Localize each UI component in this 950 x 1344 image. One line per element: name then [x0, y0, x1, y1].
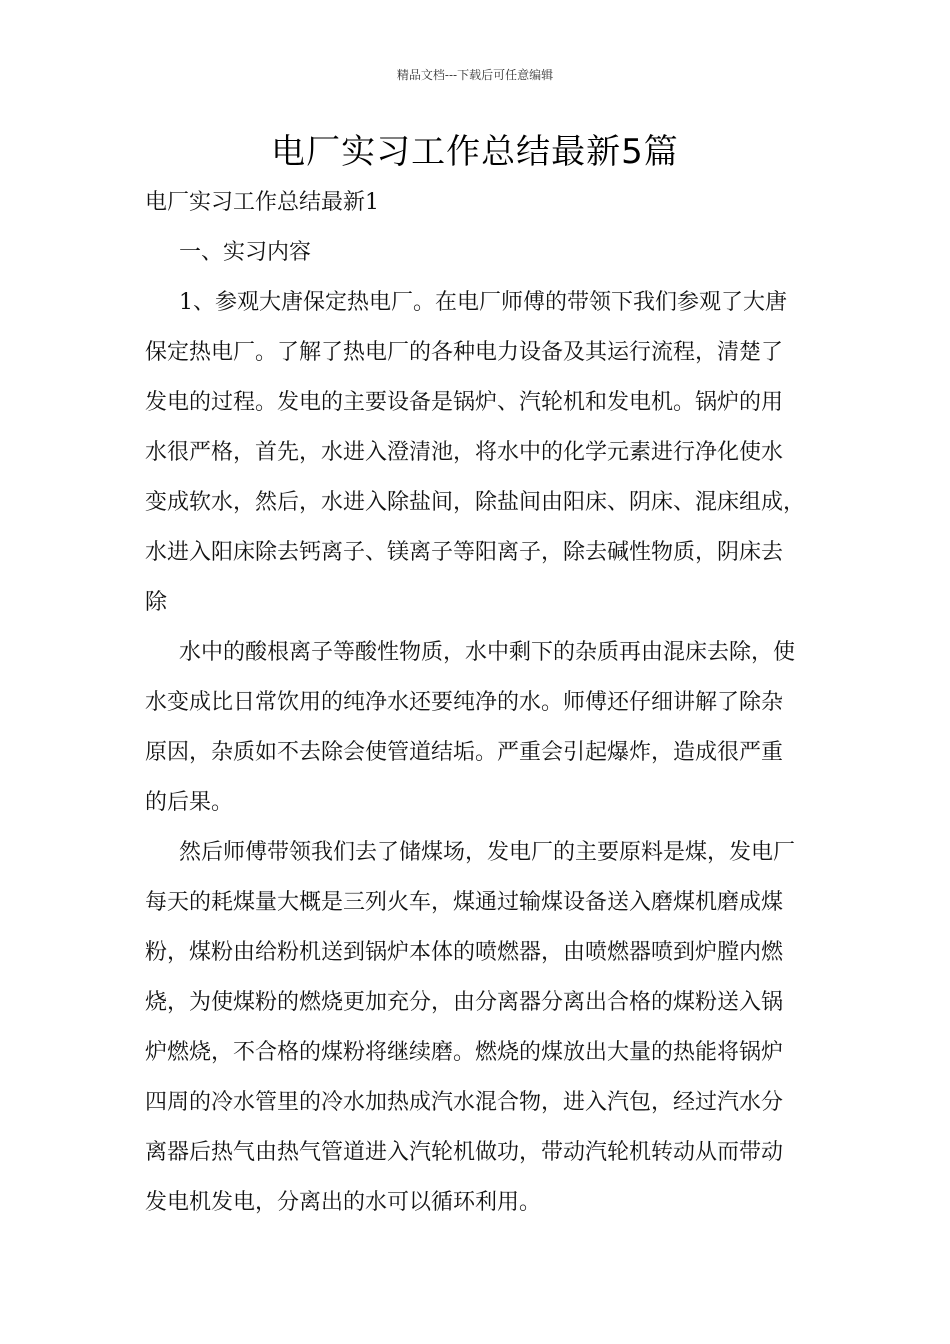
- paragraph-line: 然后师傅带领我们去了储煤场，发电厂的主要原料是煤，发电厂: [179, 840, 796, 865]
- header-note: 精品文档---下载后可任意编辑: [396, 68, 554, 82]
- paragraph: [145, 278, 825, 628]
- paragraph-line: 发电机发电，分离出的水可以循环利用。: [145, 1190, 542, 1215]
- document-body: [145, 178, 825, 1228]
- paragraph-line: 保定热电厂。了解了热电厂的各种电力设备及其运行流程，清楚了: [145, 340, 784, 365]
- subheading: 一、实习内容: [179, 240, 312, 265]
- paragraph-line: 水变成比日常饮用的纯净水还要纯净的水。师傅还仔细讲解了除杂: [145, 690, 784, 715]
- paragraph-line: 原因，杂质如不去除会使管道结垢。严重会引起爆炸，造成很严重: [145, 740, 784, 765]
- section-heading: 电厂实习工作总结最新1: [145, 190, 379, 215]
- document-title: 电厂实习工作总结最新5篇: [271, 132, 679, 172]
- paragraph: [145, 828, 825, 1228]
- paragraph-line: 粉，煤粉由给粉机送到锅炉本体的喷燃器，由喷燃器喷到炉膛内燃: [145, 940, 784, 965]
- paragraph-line: 除: [145, 590, 168, 615]
- paragraph-line: 1、参观大唐保定热电厂。在电厂师傅的带领下我们参观了大唐: [179, 290, 787, 315]
- paragraph-line: 发电的过程。发电的主要设备是锅炉、汽轮机和发电机。锅炉的用: [145, 390, 784, 415]
- paragraph-line: 烧，为使煤粉的燃烧更加充分，由分离器分离出合格的煤粉送入锅: [145, 990, 784, 1015]
- paragraph-line: 离器后热气由热气管道进入汽轮机做功，带动汽轮机转动从而带动: [145, 1140, 784, 1165]
- paragraph-line: 的后果。: [145, 790, 234, 815]
- paragraph-line: 水很严格，首先，水进入澄清池，将水中的化学元素进行净化使水: [145, 440, 784, 465]
- paragraph: [145, 628, 825, 828]
- paragraph-line: 水中的酸根离子等酸性物质，水中剩下的杂质再由混床去除，使: [179, 640, 796, 665]
- paragraph-line: 炉燃烧，不合格的煤粉将继续磨。燃烧的煤放出大量的热能将锅炉: [145, 1040, 784, 1065]
- paragraph-line: 每天的耗煤量大概是三列火车，煤通过输煤设备送入磨煤机磨成煤: [145, 890, 784, 915]
- paragraph-line: 四周的冷水管里的冷水加热成汽水混合物，进入汽包，经过汽水分: [145, 1090, 784, 1115]
- paragraph-line: 变成软水，然后，水进入除盐间，除盐间由阳床、阴床、混床组成，: [145, 490, 806, 515]
- paragraph-line: 水进入阳床除去钙离子、镁离子等阳离子，除去碱性物质，阴床去: [145, 540, 784, 565]
